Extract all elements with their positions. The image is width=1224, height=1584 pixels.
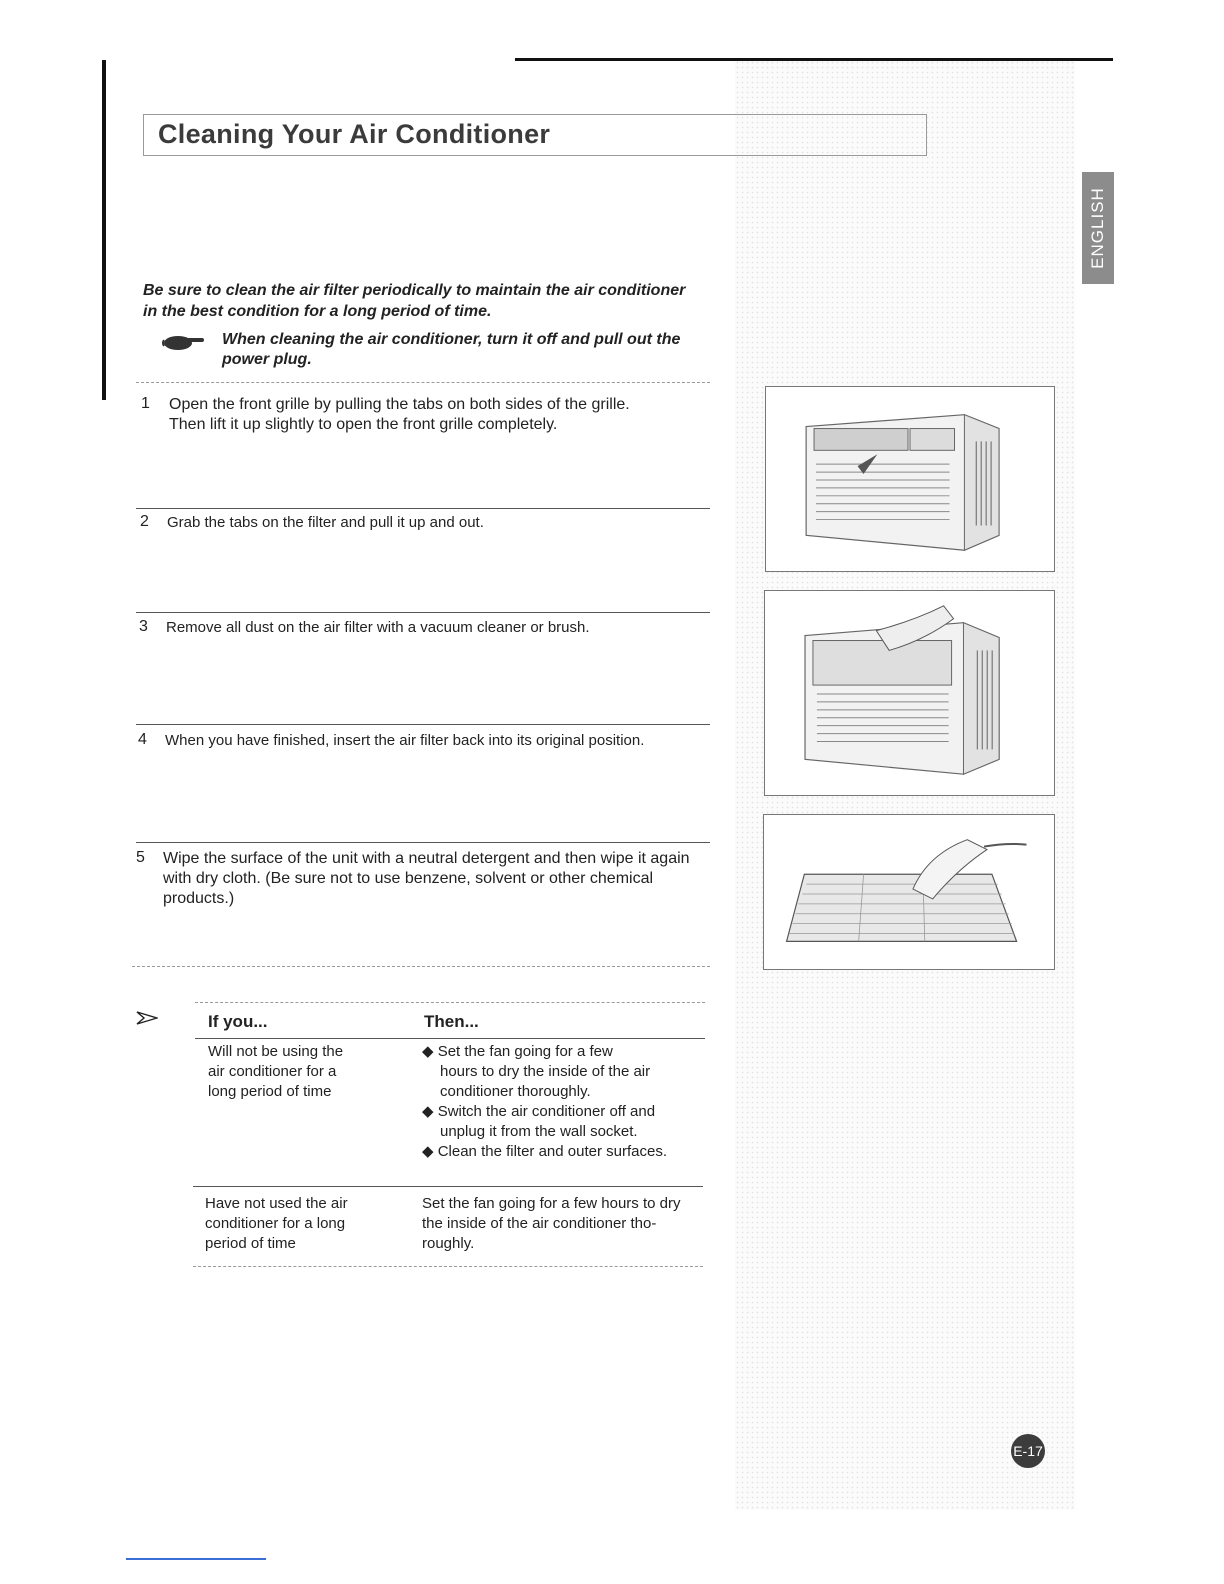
pointing-hand-icon [160,332,206,352]
step-4-number: 4 [138,731,147,748]
divider-bottom [132,966,710,967]
table-top-rule [195,1002,705,1003]
step-1-line-2: Then lift it up slightly to open the front grille completely. [169,416,558,433]
step-2-line-1: Grab the tabs on the filter and pull it up and out. [167,514,484,531]
table-row-1-then [422,1042,712,1162]
row-2-if-line-2: conditioner for a long [205,1215,346,1232]
figure-open-grille [765,386,1055,572]
divider-top [136,382,710,383]
step-4-text [165,731,710,751]
row-1-then-line-2: hours to dry the inside of the air [440,1063,651,1080]
step-3-text [166,618,706,638]
step-3-number: 3 [139,618,148,635]
divider-step-5 [136,842,710,843]
divider-step-2 [136,508,710,509]
row-1-then-line-3: conditioner thoroughly. [440,1083,591,1100]
row-2-then-line-3: roughly. [422,1235,475,1252]
note-line-2: power plug. [222,351,312,368]
title-box [143,114,927,156]
table-header-rule [195,1038,705,1039]
table-bottom-rule [193,1266,703,1267]
page-title: Cleaning Your Air Conditioner [158,119,551,149]
table-row-2-if [205,1194,405,1254]
step-4-line-1: When you have finished, insert the air filter back into its original position. [165,732,645,749]
row-2-if-line-1: Have not used the air [205,1195,348,1212]
row-1-if-line-1: Will not be using the [208,1043,344,1060]
row-1-then-line-4: ◆ Switch the air conditioner off and [422,1103,656,1120]
step-5-line-1: Wipe the surface of the unit with a neutral detergent and then wipe it again [163,850,690,867]
top-rule [515,58,1113,61]
step-5-number: 5 [136,849,145,866]
step-1-line-1: Open the front grille by pulling the tabs on both sides of the grille. [169,396,630,413]
row-2-if-line-3: period of time [205,1235,296,1252]
step-5-line-2: with dry cloth. (Be sure not to use benzene, solvent or other chemical [163,870,654,887]
step-1-text [169,395,709,435]
step-1-number: 1 [141,395,150,412]
tip-arrow-icon [136,1010,158,1026]
divider-step-4 [136,724,710,725]
language-tab[interactable] [1082,172,1114,284]
row-1-if-line-2: air conditioner for a [208,1063,337,1080]
table-row-1-if [208,1042,408,1102]
figure-vacuum-filter [763,814,1055,970]
note-text [222,330,722,370]
table-row-rule [193,1186,703,1187]
note-line-1: When cleaning the air conditioner, turn it off and pull out the [222,331,681,348]
intro-line-1: Be sure to clean the air filter periodically to maintain the air conditioner [143,282,686,299]
row-1-if-line-3: long period of time [208,1083,332,1100]
intro-text [143,280,723,322]
page-number-badge: E-17 [1011,1434,1045,1468]
row-1-then-line-1: ◆ Set the fan going for a few [422,1043,613,1060]
intro-line-2: in the best condition for a long period of time. [143,303,492,320]
step-5-text [163,849,723,909]
table-header-then: Then... [424,1012,479,1031]
row-2-then-line-1: Set the fan going for a few hours to dry [422,1195,681,1212]
row-2-then-line-2: the inside of the air conditioner tho- [422,1215,657,1232]
step-2-text [167,513,707,533]
step-2-number: 2 [140,513,149,530]
divider-step-3 [136,612,710,613]
step-3-line-1: Remove all dust on the air filter with a vacuum cleaner or brush. [166,619,590,636]
language-tab-label: ENGLISH [1088,187,1107,269]
row-1-then-line-6: ◆ Clean the filter and outer surfaces. [422,1143,667,1160]
row-1-then-line-5: unplug it from the wall socket. [440,1123,638,1140]
table-header-if: If you... [208,1012,268,1031]
table-row-2-then [422,1194,712,1254]
figure-remove-filter [764,590,1055,796]
left-margin-bar [102,60,106,400]
bottom-link-line [126,1558,266,1560]
step-5-line-3: products.) [163,890,235,907]
